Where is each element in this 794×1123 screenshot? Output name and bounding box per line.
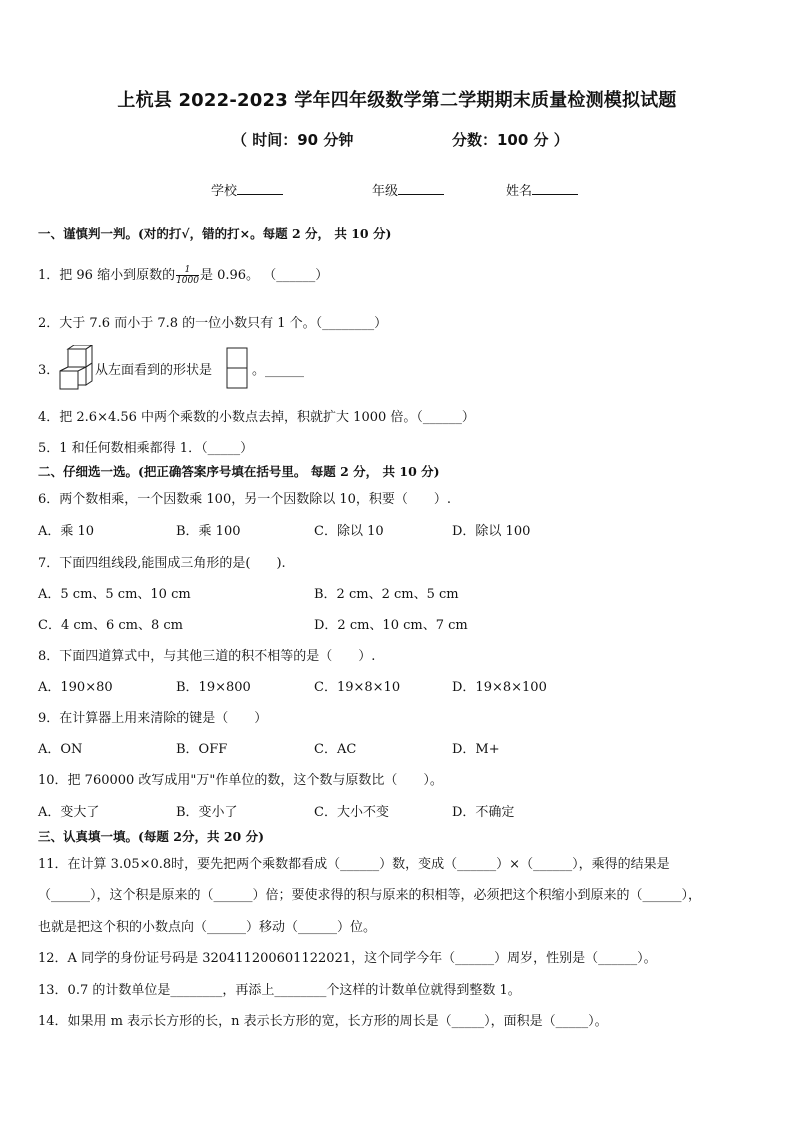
- q6-option-d[interactable]: D．除以 100: [452, 524, 531, 539]
- grade-field: [372, 180, 444, 199]
- fraction-numerator: 1: [176, 265, 199, 276]
- name-label: 姓名: [506, 184, 533, 199]
- question-5: 5．1 和任何数相乘都得 1．（_____）: [38, 441, 254, 456]
- q6-option-b[interactable]: B．乘 100: [176, 524, 241, 539]
- q10-option-c[interactable]: C．大小不变: [314, 805, 389, 820]
- grade-label: 年级: [372, 184, 399, 199]
- q9-option-d[interactable]: D．M+: [452, 742, 500, 757]
- page-title: 上杭县 2022-2023 学年四年级数学第二学期期末质量检测模拟试题: [117, 90, 677, 111]
- q10-option-b[interactable]: B．变小了: [176, 805, 238, 820]
- question-1: [38, 264, 328, 286]
- section-3-heading: 三、认真填一填。(每题 2分，共 20 分): [38, 829, 264, 844]
- section-1-heading: 一、谨慎判一判。(对的打√，错的打×。每题 2 分， 共 10 分): [38, 226, 392, 241]
- question-13: 13．0.7 的计数单位是________，再添上________个这样的计数单位就得到整数 1。: [38, 983, 521, 998]
- fraction-denominator: 1000: [176, 276, 199, 286]
- q10-option-a[interactable]: A．变大了: [38, 805, 100, 820]
- question-11-line-2: （______），这个积是原来的（______）倍；要使求得的积与原来的积相等，必须把这个积缩小到原来的（______），: [38, 888, 702, 903]
- question-8: 8．下面四道算式中，与其他三道的积不相等的是（ ）.: [38, 649, 376, 664]
- name-blank[interactable]: [532, 182, 578, 195]
- question-14: 14．如果用 m 表示长方形的长，n 表示长方形的宽，长方形的周长是（_____），面积是（_____）。: [38, 1014, 608, 1029]
- q6-option-c[interactable]: C．除以 10: [314, 524, 384, 539]
- q8-option-d[interactable]: D．19×8×100: [452, 680, 547, 695]
- question-7: 7．下面四组线段,能围成三角形的是( ).: [38, 556, 286, 571]
- question-6: 6．两个数相乘，一个因数乘 100，另一个因数除以 10，积要（ ）.: [38, 492, 452, 507]
- cubes-figure-icon: [58, 345, 94, 391]
- q7-option-a[interactable]: A．5 cm、5 cm、10 cm: [38, 587, 191, 602]
- school-field: [211, 180, 283, 199]
- school-label: 学校: [211, 184, 238, 199]
- q7-option-d[interactable]: D．2 cm、10 cm、7 cm: [314, 618, 468, 633]
- question-4: 4．把 2.6×4.56 中两个乘数的小数点去掉，积就扩大 1000 倍。（______）: [38, 410, 475, 425]
- q10-option-d[interactable]: D．不确定: [452, 805, 515, 820]
- fraction: [176, 265, 199, 286]
- question-10: 10．把 760000 改写成用"万"作单位的数，这个数与原数比（ ）。: [38, 773, 443, 788]
- q7-option-b[interactable]: B．2 cm、2 cm、5 cm: [314, 587, 459, 602]
- question-3-post: 。______: [252, 363, 305, 378]
- question-1-pre: 1．把 96 缩小到原数的: [38, 268, 176, 283]
- q7-option-c[interactable]: C．4 cm、6 cm、8 cm: [38, 618, 183, 633]
- q8-option-c[interactable]: C．19×8×10: [314, 680, 401, 695]
- q9-option-a[interactable]: A．ON: [38, 742, 83, 757]
- time-label: （ 时间：90 分钟: [232, 131, 354, 149]
- question-12: 12．A 同学的身份证号码是 320411200601122021，这个同学今年（______）周岁，性别是（______）。: [38, 951, 657, 966]
- question-11-line-1: 11．在计算 3.05×0.8时，要先把两个乘数都看成（______）数，变成（______）×（______），乘得的结果是: [38, 857, 670, 872]
- question-11-line-3: 也就是把这个积的小数点向（______）移动（______）位。: [38, 920, 377, 935]
- grade-blank[interactable]: [398, 182, 444, 195]
- q6-option-a[interactable]: A．乘 10: [38, 524, 95, 539]
- q9-option-b[interactable]: B．OFF: [176, 742, 228, 757]
- score-label: 分数：100 分 ）: [452, 131, 569, 149]
- q8-option-b[interactable]: B．19×800: [176, 680, 251, 695]
- section-2-heading: 二、仔细选一选。(把正确答案序号填在括号里。 每题 2 分， 共 10 分): [38, 464, 440, 479]
- q8-option-a[interactable]: A．190×80: [38, 680, 113, 695]
- question-3-number: 3．: [38, 363, 60, 378]
- question-3-text: 从左面看到的形状是: [95, 363, 213, 378]
- name-field: [506, 180, 578, 199]
- shape-answer-icon: [226, 347, 248, 389]
- question-1-post: 是 0.96。 （______）: [199, 268, 329, 283]
- question-2: 2．大于 7.6 而小于 7.8 的一位小数只有 1 个。（________）: [38, 316, 388, 331]
- question-9: 9．在计算器上用来清除的键是（ ）: [38, 711, 268, 726]
- school-blank[interactable]: [237, 182, 283, 195]
- q9-option-c[interactable]: C．AC: [314, 742, 357, 757]
